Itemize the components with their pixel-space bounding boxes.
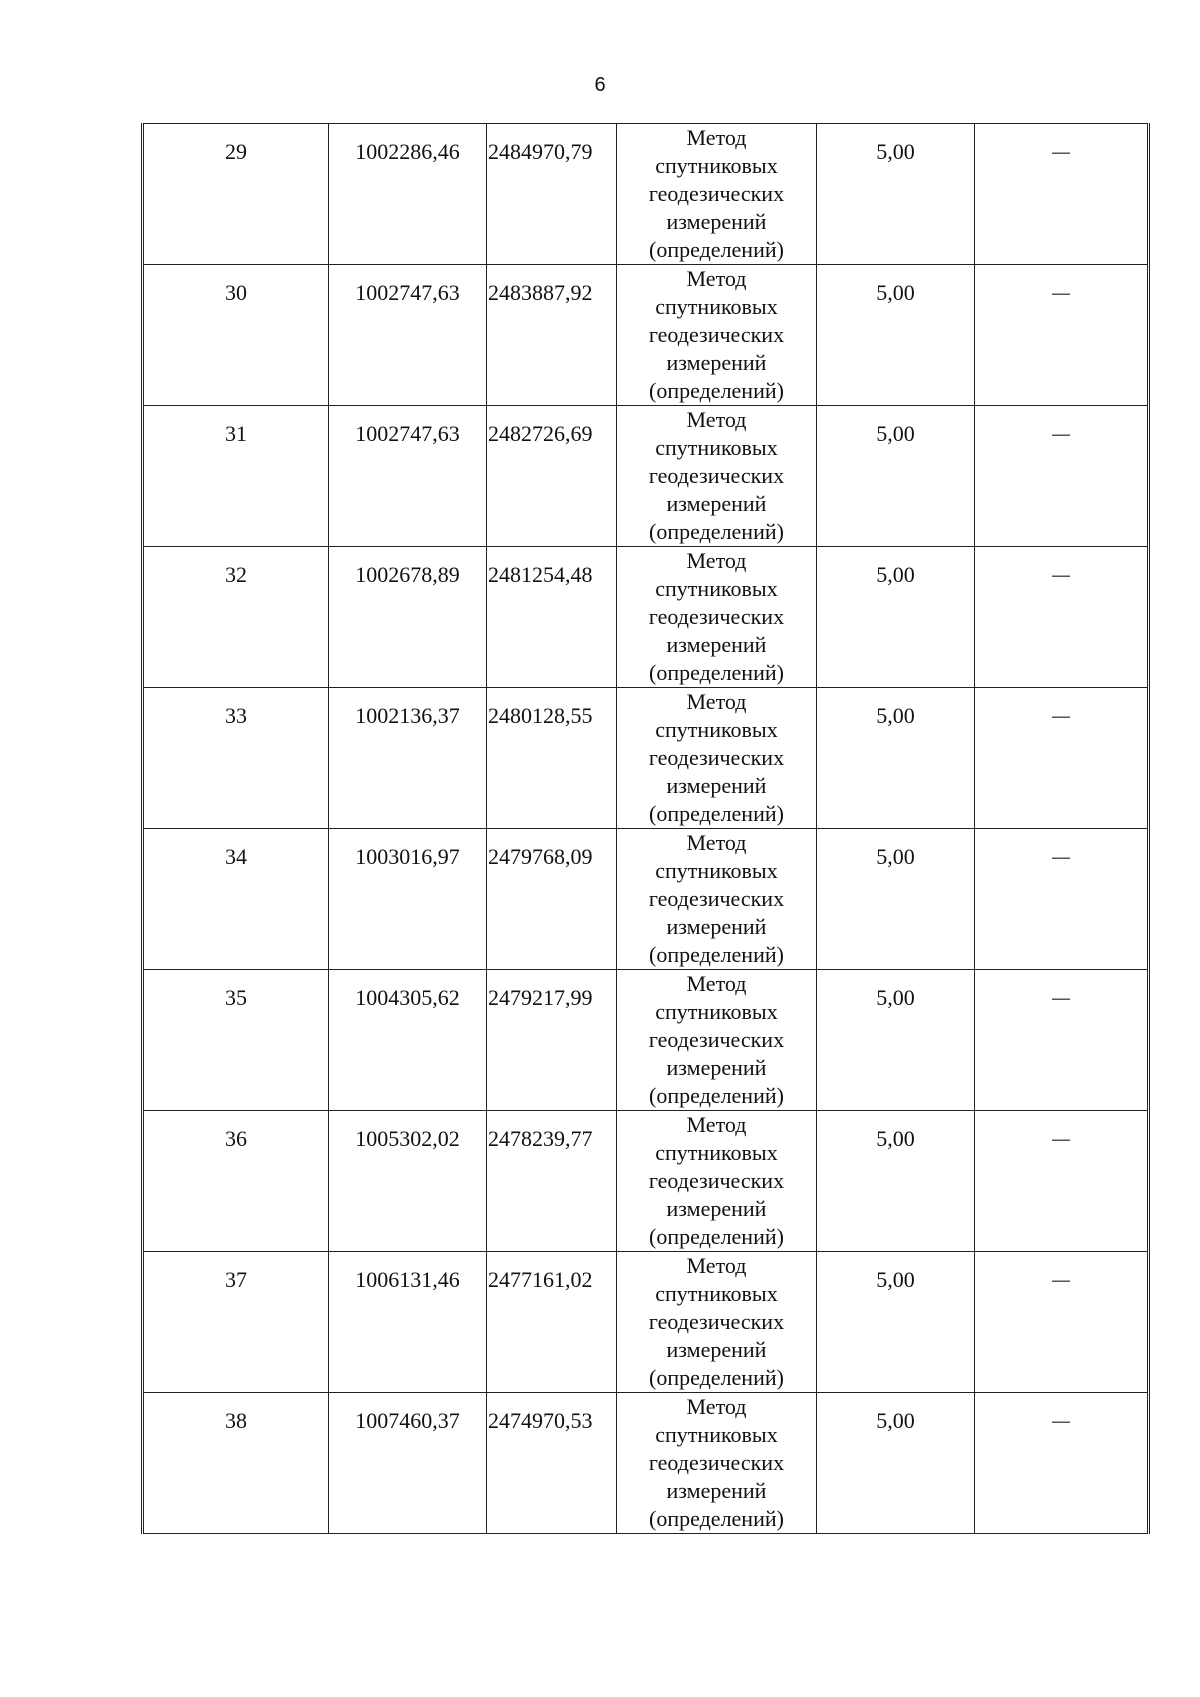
point-number-cell	[143, 124, 329, 265]
y-coordinate-cell	[487, 970, 617, 1111]
accuracy-cell	[817, 1393, 975, 1534]
note-cell	[975, 970, 1149, 1111]
method-cell	[617, 1252, 817, 1393]
x-coordinate-cell	[329, 124, 487, 265]
method-cell	[617, 688, 817, 829]
note-dash: —	[1051, 704, 1071, 728]
point-number: 38	[225, 1408, 247, 1433]
point-number: 30	[225, 280, 247, 305]
x-coordinate-cell	[329, 970, 487, 1111]
accuracy-value: 5,00	[876, 1408, 915, 1433]
x-coordinate-cell	[329, 547, 487, 688]
x-coordinate-cell	[329, 1111, 487, 1252]
method-cell	[617, 124, 817, 265]
accuracy-value: 5,00	[876, 421, 915, 446]
accuracy-value: 5,00	[876, 280, 915, 305]
method-text: Метод спутниковых геодезических измерений (определений)	[648, 971, 785, 1108]
point-number-cell	[143, 1111, 329, 1252]
method-text: Метод спутниковых геодезических измерений (определений)	[648, 548, 785, 685]
note-cell	[975, 1111, 1149, 1252]
y-coordinate-cell	[487, 829, 617, 970]
method-text: Метод спутниковых геодезических измерений (определений)	[648, 689, 785, 826]
note-dash: —	[1051, 986, 1071, 1010]
table-row	[143, 406, 1149, 547]
x-coordinate: 1002286,46	[355, 139, 460, 164]
y-coordinate: 2483887,92	[488, 280, 593, 305]
accuracy-cell	[817, 124, 975, 265]
accuracy-cell	[817, 688, 975, 829]
accuracy-cell	[817, 1111, 975, 1252]
y-coordinate-cell	[487, 265, 617, 406]
y-coordinate: 2482726,69	[488, 421, 593, 446]
y-coordinate: 2478239,77	[488, 1126, 593, 1151]
note-cell	[975, 265, 1149, 406]
note-dash: —	[1051, 563, 1071, 587]
method-cell	[617, 547, 817, 688]
y-coordinate-cell	[487, 124, 617, 265]
y-coordinate-cell	[487, 406, 617, 547]
accuracy-cell	[817, 829, 975, 970]
accuracy-value: 5,00	[876, 844, 915, 869]
note-dash: —	[1051, 1268, 1071, 1292]
point-number: 36	[225, 1126, 247, 1151]
page-number: 6	[594, 74, 606, 96]
table-row	[143, 1393, 1149, 1534]
point-number: 31	[225, 421, 247, 446]
x-coordinate: 1006131,46	[355, 1267, 460, 1292]
method-text: Метод спутниковых геодезических измерений (определений)	[648, 125, 785, 262]
method-text: Метод спутниковых геодезических измерений (определений)	[648, 1394, 785, 1531]
table-row	[143, 265, 1149, 406]
accuracy-value: 5,00	[876, 1126, 915, 1151]
note-dash: —	[1051, 1409, 1071, 1433]
y-coordinate: 2484970,79	[488, 139, 593, 164]
x-coordinate: 1002747,63	[355, 421, 460, 446]
point-number-cell	[143, 547, 329, 688]
method-cell	[617, 265, 817, 406]
table-row	[143, 688, 1149, 829]
y-coordinate-cell	[487, 547, 617, 688]
y-coordinate-cell	[487, 1393, 617, 1534]
x-coordinate-cell	[329, 1252, 487, 1393]
point-number: 29	[225, 139, 247, 164]
x-coordinate: 1007460,37	[355, 1408, 460, 1433]
y-coordinate-cell	[487, 1252, 617, 1393]
point-number: 35	[225, 985, 247, 1010]
y-coordinate-cell	[487, 1111, 617, 1252]
x-coordinate-cell	[329, 265, 487, 406]
coordinates-table-body	[143, 124, 1149, 1534]
table-row	[143, 1111, 1149, 1252]
point-number: 37	[225, 1267, 247, 1292]
point-number-cell	[143, 829, 329, 970]
note-cell	[975, 1393, 1149, 1534]
table-row	[143, 829, 1149, 970]
note-cell	[975, 547, 1149, 688]
method-cell	[617, 1393, 817, 1534]
point-number-cell	[143, 265, 329, 406]
point-number-cell	[143, 1393, 329, 1534]
accuracy-cell	[817, 547, 975, 688]
note-cell	[975, 688, 1149, 829]
accuracy-value: 5,00	[876, 139, 915, 164]
point-number-cell	[143, 970, 329, 1111]
y-coordinate: 2479217,99	[488, 985, 593, 1010]
x-coordinate-cell	[329, 829, 487, 970]
point-number-cell	[143, 1252, 329, 1393]
method-text: Метод спутниковых геодезических измерений (определений)	[648, 1253, 785, 1390]
y-coordinate: 2481254,48	[488, 562, 593, 587]
x-coordinate: 1005302,02	[355, 1126, 460, 1151]
table-row	[143, 970, 1149, 1111]
y-coordinate: 2474970,53	[488, 1408, 593, 1433]
y-coordinate: 2480128,55	[488, 703, 593, 728]
method-cell	[617, 406, 817, 547]
note-cell	[975, 406, 1149, 547]
note-dash: —	[1051, 845, 1071, 869]
y-coordinate-cell	[487, 688, 617, 829]
table-row	[143, 1252, 1149, 1393]
accuracy-value: 5,00	[876, 562, 915, 587]
point-number: 33	[225, 703, 247, 728]
method-text: Метод спутниковых геодезических измерений (определений)	[648, 407, 785, 544]
point-number-cell	[143, 688, 329, 829]
accuracy-value: 5,00	[876, 703, 915, 728]
method-text: Метод спутниковых геодезических измерений (определений)	[648, 1112, 785, 1249]
x-coordinate: 1002747,63	[355, 280, 460, 305]
note-cell	[975, 1252, 1149, 1393]
note-dash: —	[1051, 140, 1071, 164]
table-row	[143, 124, 1149, 265]
point-number-cell	[143, 406, 329, 547]
x-coordinate: 1002136,37	[355, 703, 460, 728]
accuracy-cell	[817, 1252, 975, 1393]
y-coordinate: 2477161,02	[488, 1267, 593, 1292]
method-text: Метод спутниковых геодезических измерений (определений)	[648, 830, 785, 967]
accuracy-cell	[817, 406, 975, 547]
method-cell	[617, 970, 817, 1111]
x-coordinate: 1002678,89	[355, 562, 460, 587]
point-number: 34	[225, 844, 247, 869]
x-coordinate: 1004305,62	[355, 985, 460, 1010]
note-cell	[975, 829, 1149, 970]
note-cell	[975, 124, 1149, 265]
point-number: 32	[225, 562, 247, 587]
x-coordinate-cell	[329, 406, 487, 547]
x-coordinate-cell	[329, 1393, 487, 1534]
accuracy-cell	[817, 265, 975, 406]
note-dash: —	[1051, 422, 1071, 446]
method-cell	[617, 1111, 817, 1252]
method-text: Метод спутниковых геодезических измерений (определений)	[648, 266, 785, 403]
accuracy-cell	[817, 970, 975, 1111]
x-coordinate-cell	[329, 688, 487, 829]
y-coordinate: 2479768,09	[488, 844, 593, 869]
note-dash: —	[1051, 1127, 1071, 1151]
method-cell	[617, 829, 817, 970]
accuracy-value: 5,00	[876, 985, 915, 1010]
note-dash: —	[1051, 281, 1071, 305]
coordinates-table	[141, 123, 1150, 1534]
x-coordinate: 1003016,97	[355, 844, 460, 869]
accuracy-value: 5,00	[876, 1267, 915, 1292]
table-row	[143, 547, 1149, 688]
